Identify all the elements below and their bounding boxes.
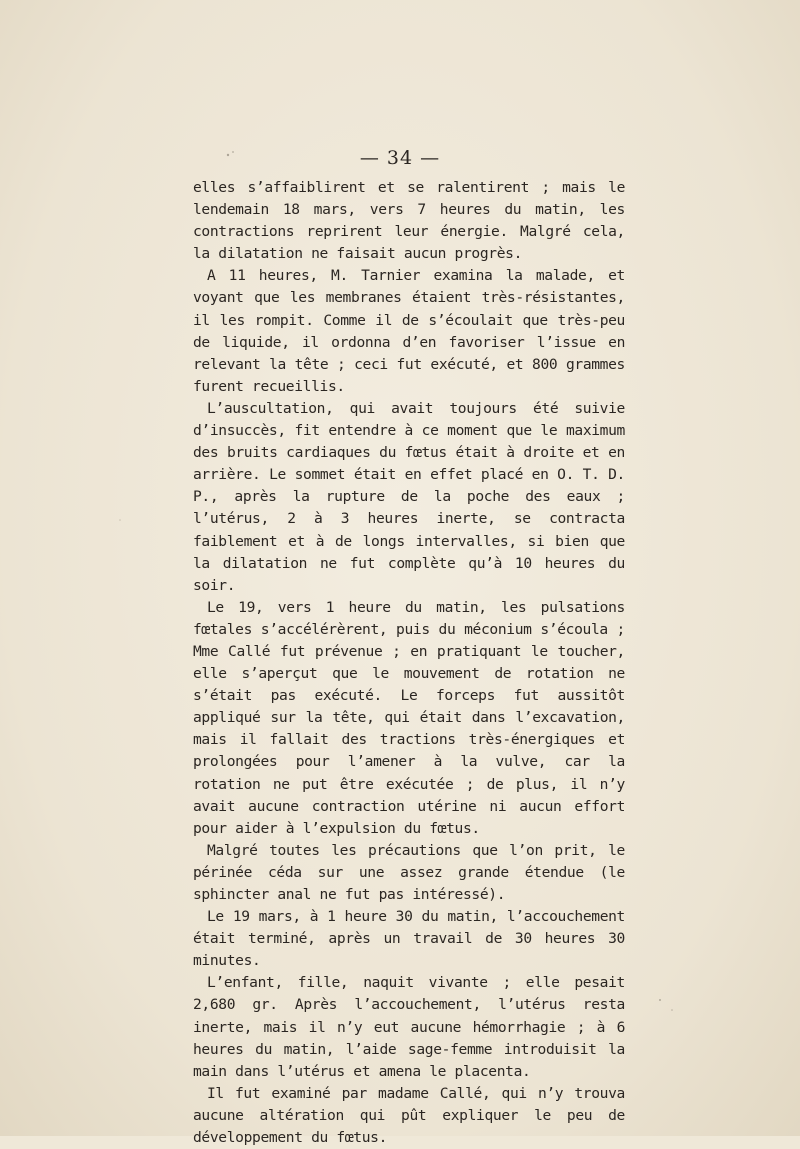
paragraph-5: Malgré toutes les précautions que l’on prit, le périnée céda sur une assez grande étendue (le sphincter anal ne fut pas intéressé). — [193, 841, 625, 903]
paragraph-6: Le 19 mars, à 1 heure 30 du matin, l’accouchement était terminé, après un travail de 30 heures 30 minutes. — [193, 908, 625, 970]
paragraph-3: L’auscultation, qui avait toujours été suivie d’insuccès, fit entendre à ce moment que le maximum des bruits cardiaques du fœtus était à droite et en arrière. Le sommet était en effet placé en O. T. D. P., après la rupture de la poche des eaux ; l’utérus, 2 à 3 heures inerte, se contracta faiblement et à de longs intervalles, si bien que la dilatation ne fut complète qu’à 10 heures du soir. — [193, 399, 625, 594]
paragraph-4: Le 19, vers 1 heure du matin, les pulsations fœtales s’accélérèrent, puis du méconium s’écoula ; Mme Callé fut prévenue ; en pratiquant le toucher, elle s’aperçut que le mouvement de rotation ne s’était pas exécuté. Le forceps fut aussitôt appliqué sur la tête, qui était dans l’excavation, mais il fallait des tractions très-énergiques et prolongées pour l’amener à la vulve, car la rotation ne put être exécutée ; de plus, il n’y avait aucune contraction utérine ni aucun effort pour aider à l’expulsion du fœtus. — [193, 598, 625, 837]
paragraph-8: Il fut examiné par madame Callé, qui n’y trouva aucune altération qui pût expliquer le peu de développement du fœtus. — [193, 1084, 625, 1147]
paragraph-7: L’enfant, fille, naquit vivante ; elle pesait 2,680 gr. Après l’accouchement, l’utérus resta inerte, mais il n’y eut aucune hémorrhagie ; à 6 heures du matin, l’aide sage-femme introduisit la main dans l’utérus et amena le placenta. — [193, 974, 625, 1080]
body-text — [193, 177, 625, 1149]
paragraph-1: elles s’affaiblirent et se ralentirent ; mais le lendemain 18 mars, vers 7 heures du matin, les contractions reprirent leur énergie. Malgré cela, la dilatation ne faisait aucun progrès. — [193, 179, 625, 263]
page-number: — 34 — — [359, 147, 441, 169]
paragraph-2: A 11 heures, M. Tarnier examina la malade, et voyant que les membranes étaient très-résistantes, il les rompit. Comme il de s’écoulait que très-peu de liquide, il ordonna d’en favoriser l’issue en relevant la tête ; ceci fut exécuté, et 800 grammes furent recueillis. — [193, 267, 625, 395]
